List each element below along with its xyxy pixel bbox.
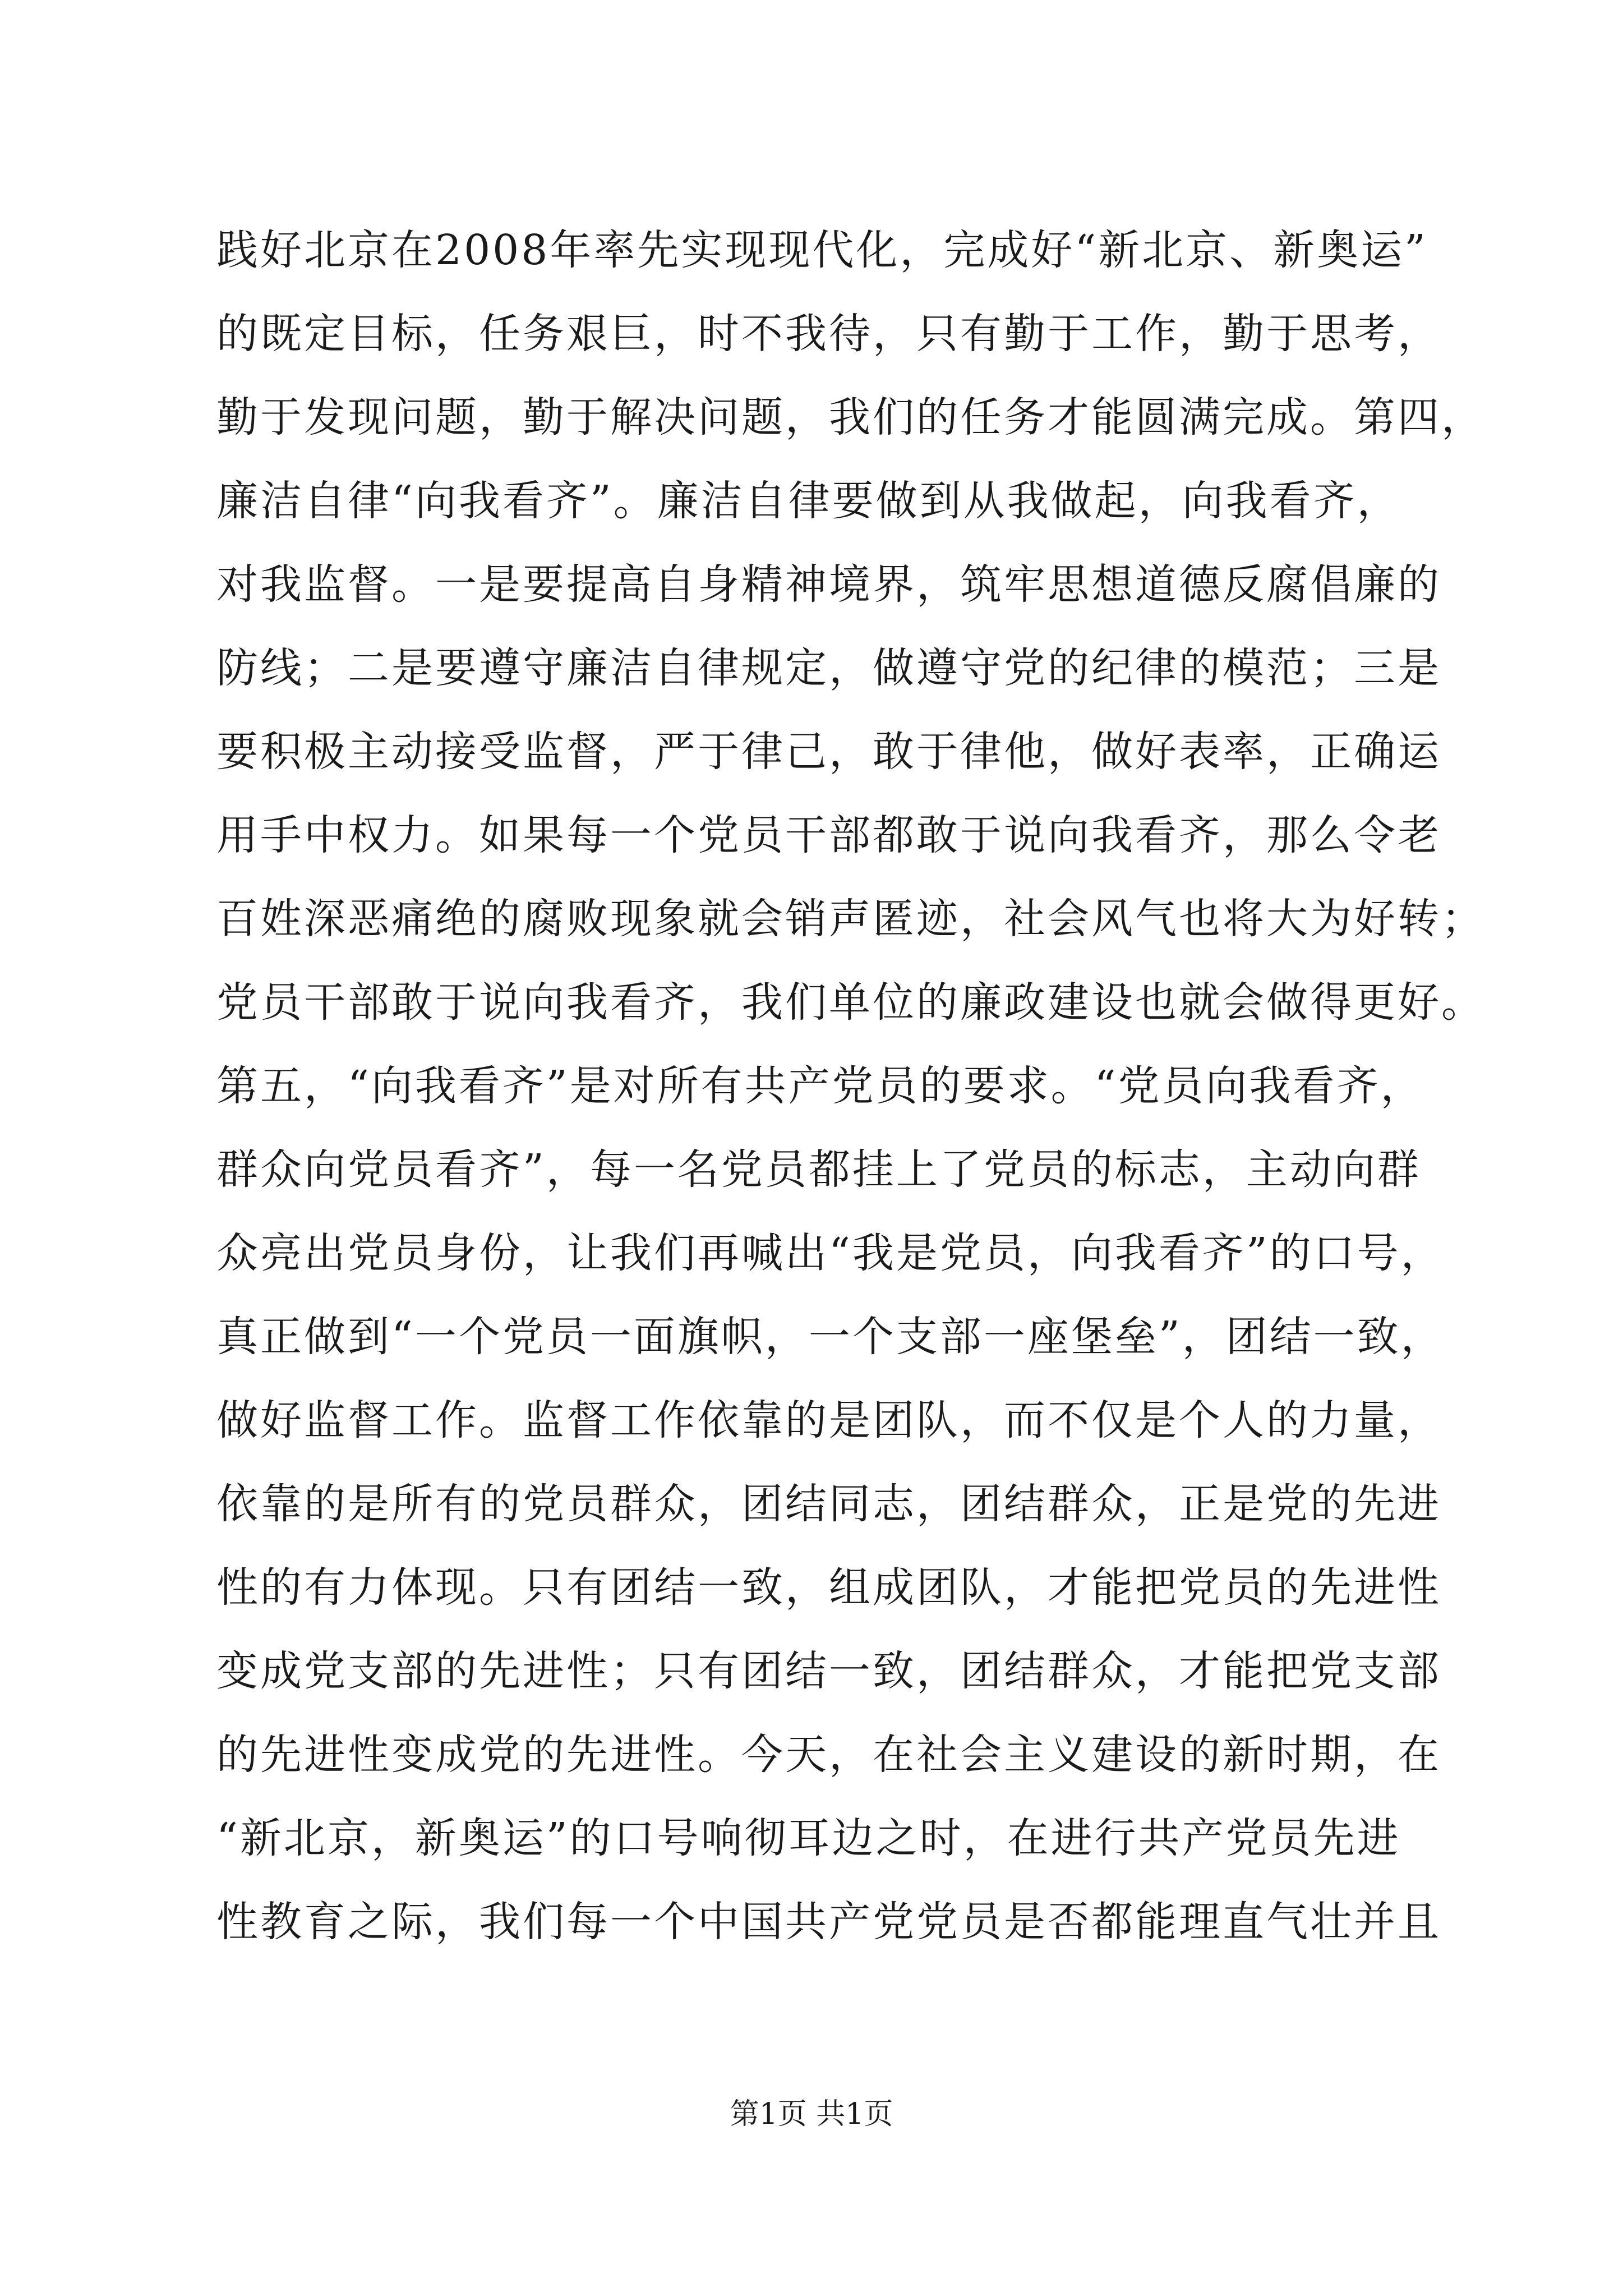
text-line: 的既定目标，任务艰巨，时不我待，只有勤于工作，勤于思考， — [216, 310, 1441, 358]
page-number-footer: 第1页 共1页 — [730, 2097, 893, 2131]
body-text — [216, 209, 1485, 1964]
text-line: 践好北京在2008年率先实现现代化，完成好“新北京、新奥运” — [216, 226, 1428, 274]
text-line: 的先进性变成党的先进性。今天，在社会主义建设的新时期，在 — [216, 1731, 1441, 1779]
text-line: 做好监督工作。监督工作依靠的是团队，而不仅是个人的力量， — [216, 1396, 1441, 1444]
text-line: 性的有力体现。只有团结一致，组成团队，才能把党员的先进性 — [216, 1563, 1441, 1612]
text-line: 依靠的是所有的党员群众，团结同志，团结群众，正是党的先进 — [216, 1480, 1441, 1528]
text-line: 党员干部敢于说向我看齐，我们单位的廉政建设也就会做得更好。 — [216, 978, 1485, 1027]
text-line: 防线；二是要遵守廉洁自律规定，做遵守党的纪律的模范；三是 — [216, 644, 1441, 692]
text-line: 众亮出党员身份，让我们再喊出“我是党员，向我看齐”的口号， — [216, 1229, 1445, 1277]
text-line: 群众向党员看齐”，每一名党员都挂上了党员的标志，主动向群 — [216, 1145, 1421, 1194]
text-line: 廉洁自律“向我看齐”。廉洁自律要做到从我做起，向我看齐， — [216, 477, 1401, 525]
text-line: 第五，“向我看齐”是对所有共产党员的要求。“党员向我看齐， — [216, 1062, 1424, 1110]
text-line: 真正做到“一个党员一面旗帜，一个支部一座堡垒”，团结一致， — [216, 1313, 1445, 1361]
text-line: 用手中权力。如果每一个党员干部都敢于说向我看齐，那么令老 — [216, 811, 1441, 859]
text-line: 对我监督。一是要提高自身精神境界，筑牢思想道德反腐倡廉的 — [216, 560, 1441, 609]
text-line: 百姓深恶痛绝的腐败现象就会销声匿迹，社会风气也将大为好转； — [216, 895, 1485, 943]
text-line: 勤于发现问题，勤于解决问题，我们的任务才能圆满完成。第四， — [216, 393, 1485, 441]
text-line: 要积极主动接受监督，严于律己，敢于律他，做好表率，正确运 — [216, 728, 1441, 776]
text-line: “新北京，新奥运”的口号响彻耳边之时，在进行共产党员先进 — [216, 1814, 1401, 1862]
text-line: 变成党支部的先进性；只有团结一致，团结群众，才能把党支部 — [216, 1647, 1441, 1695]
text-line: 性教育之际，我们每一个中国共产党党员是否都能理直气壮并且 — [216, 1898, 1441, 1946]
